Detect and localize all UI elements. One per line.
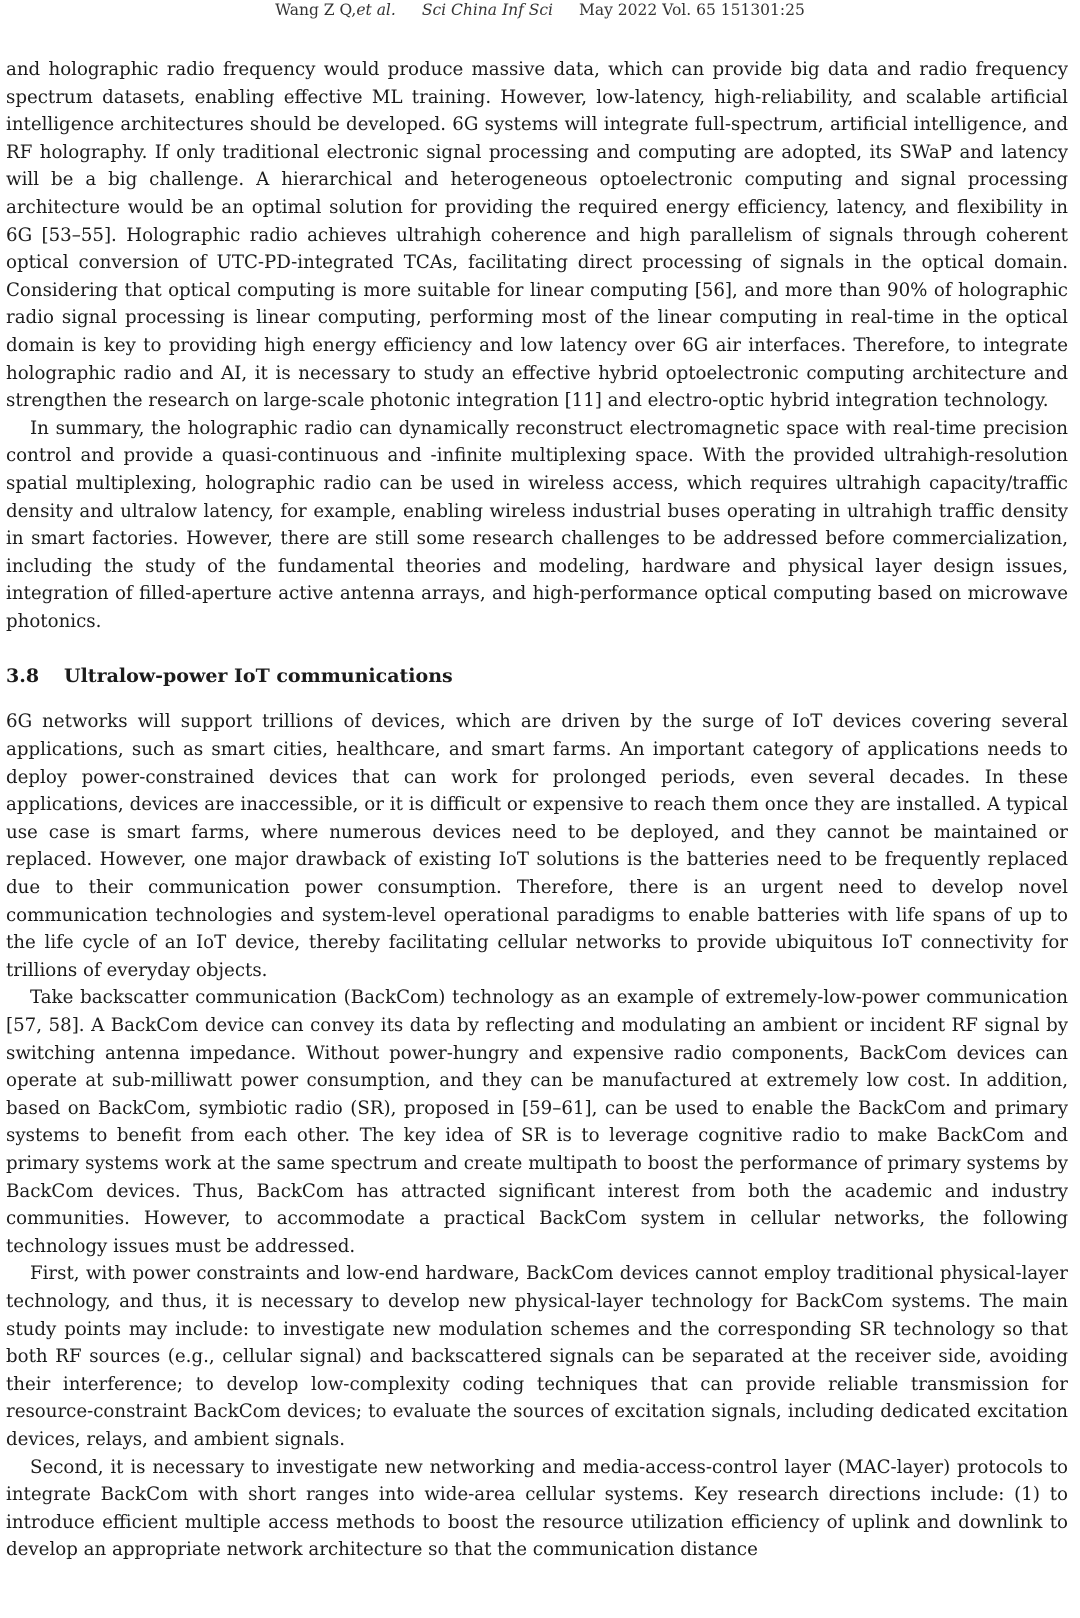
- section-heading: [6, 663, 1068, 690]
- paragraph-first: First, with power constraints and low-end hardware, BackCom devices cannot employ traditional physical-layer technology, and thus, it is necessary to develop new physical-layer technology for BackCom systems. The main study points may include: to investigate new modulation schemes and the corresponding SR technology so that both RF sources (e.g., cellular signal) and backscattered signals can be separated at the receiver side, avoiding their interference; to develop low-complexity coding techniques that can provide reliable transmission for resource-constraint BackCom devices; to evaluate the sources of excitation signals, including dedicated excitation devices, relays, and ambient signals.: [6, 1263, 1068, 1450]
- section-number: 3.8: [6, 665, 40, 688]
- header-et-al: et al.: [356, 1, 396, 19]
- paragraph-continued: and holographic radio frequency would produce massive data, which can provide big data and radio frequency spectrum datasets, enabling effective ML training. However, low-latency, high-reliability, and scalable artificial intelligence architectures should be developed. 6G systems will integrate full-spectrum, artificial intelligence, and RF holography. If only traditional electronic signal processing and computing are adopted, its SWaP and latency will be a big challenge. A hierarchical and heterogeneous optoelectronic computing and signal processing architecture would be an optimal solution for providing the required energy efficiency, latency, and flexibility in 6G [53–55]. Holographic radio achieves ultrahigh coherence and high parallelism of signals through coherent optical conversion of UTC-PD-integrated TCAs, facilitating direct processing of signals in the optical domain. Considering that optical computing is more suitable for linear computing [56], and more than 90% of holographic radio signal processing is linear computing, performing most of the linear computing in real-time in the optical domain is key to providing high energy efficiency and low latency over 6G air interfaces. Therefore, to integrate holographic radio and AI, it is necessary to study an effective hybrid optoelectronic computing architecture and strengthen the research on large-scale photonic integration [11] and electro-optic hybrid integration technology.: [6, 59, 1068, 412]
- running-header: [0, 0, 1080, 28]
- paragraph-backcom: Take backscatter communication (BackCom) technology as an example of extremely-low-power communication [57, 58]. A BackCom device can convey its data by reflecting and modulating an ambient or incident RF signal by switching antenna impedance. Without power-hungry and expensive radio components, BackCom devices can operate at sub-milliwatt power consumption, and they can be manufactured at extremely low cost. In addition, based on BackCom, symbiotic radio (SR), proposed in [59–61], can be used to enable the BackCom and primary systems to benefit from each other. The key idea of SR is to leverage cognitive radio to make BackCom and primary systems work at the same spectrum and create multipath to boost the performance of primary systems by BackCom devices. Thus, BackCom has attracted significant interest from both the academic and industry communities. However, to accommodate a practical BackCom system in cellular networks, the following technology issues must be addressed.: [6, 987, 1068, 1257]
- page-body: [6, 56, 1068, 1564]
- header-issue: May 2022 Vol. 65 151301:25: [579, 1, 805, 19]
- paragraph-second: Second, it is necessary to investigate new networking and media-access-control layer (MAC-layer) protocols to integrate BackCom with short ranges into wide-area cellular systems. Key research directions include: (1) to introduce efficient multiple access methods to boost the resource utilization efficiency of uplink and downlink to develop an appropriate network architecture so that the communication distance: [6, 1456, 1068, 1561]
- paragraph-summary: In summary, the holographic radio can dynamically reconstruct electromagnetic space with real-time precision control and provide a quasi-continuous and -infinite multiplexing space. With the provided ultrahigh-resolution spatial multiplexing, holographic radio can be used in wireless access, which requires ultrahigh capacity/traffic density and ultralow latency, for example, enabling wireless industrial buses operating in ultrahigh traffic density in smart factories. However, there are still some research challenges to be addressed before commercialization, including the study of the fundamental theories and modeling, hardware and physical layer design issues, integration of filled-aperture active antenna arrays, and high-performance optical computing based on microwave photonics.: [6, 417, 1068, 632]
- paragraph-iot-intro: 6G networks will support trillions of devices, which are driven by the surge of IoT devices covering several applications, such as smart cities, healthcare, and smart farms. An important category of applications needs to deploy power-constrained devices that can work for prolonged periods, even several decades. In these applications, devices are inaccessible, or it is difficult or expensive to reach them once they are installed. A typical use case is smart farms, where numerous devices need to be deployed, and they cannot be maintained or replaced. However, one major drawback of existing IoT solutions is the batteries need to be frequently replaced due to their communication power consumption. Therefore, there is an urgent need to develop novel communication technologies and system-level operational paradigms to enable batteries with life spans of up to the life cycle of an IoT device, thereby facilitating cellular networks to provide ubiquitous IoT connectivity for trillions of everyday objects.: [6, 711, 1068, 981]
- section-title: Ultralow-power IoT communications: [64, 665, 453, 688]
- header-authors: Wang Z Q,: [275, 1, 357, 19]
- header-journal: Sci China Inf Sci: [421, 1, 553, 19]
